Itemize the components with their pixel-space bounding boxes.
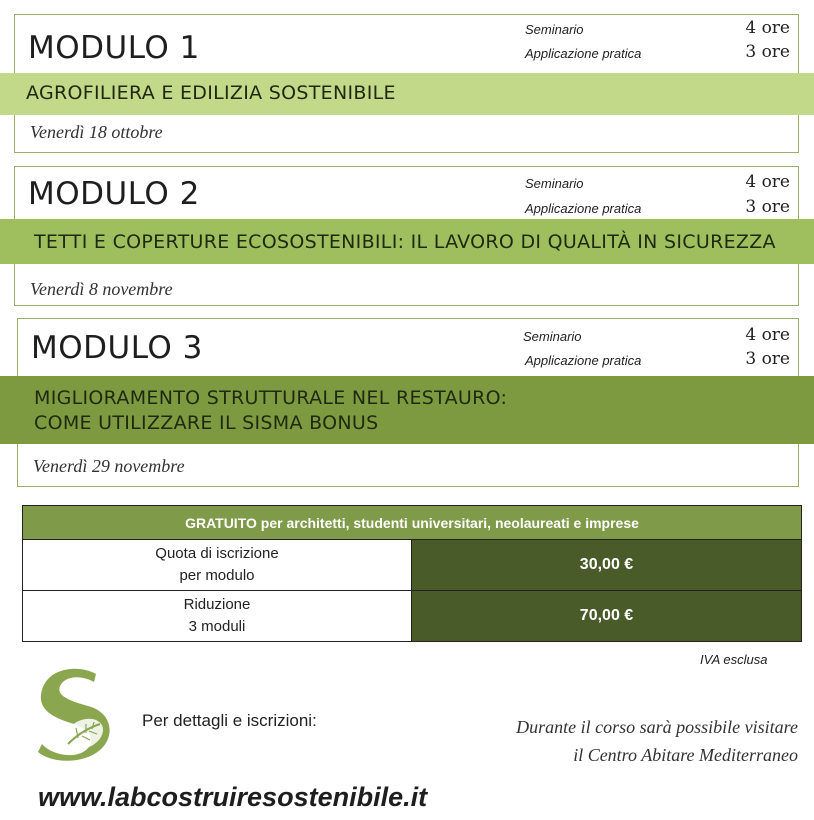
module-3-topic-line1: MIGLIORAMENTO STRUTTURALE NEL RESTAURO: — [34, 387, 508, 409]
pricing-table — [22, 505, 802, 642]
contacts-label: Per dettagli e iscrizioni: — [142, 711, 317, 730]
module-3-date: Venerdì 29 novembre — [33, 456, 185, 476]
pricing-row-label-line1: Quota di iscrizione — [155, 545, 279, 562]
module-2-title: MODULO 2 — [28, 176, 200, 212]
module-3-topic-band — [0, 376, 814, 444]
module-3-seminario-label: Seminario — [523, 329, 582, 344]
visit-note-line2: il Centro Abitare Mediterraneo — [573, 745, 798, 765]
module-2-date: Venerdì 8 novembre — [30, 279, 173, 299]
vat-note: IVA esclusa — [700, 652, 768, 667]
module-3-seminario-hours: 4 ore — [745, 325, 790, 345]
module-1-date: Venerdì 18 ottobre — [30, 122, 163, 142]
module-1-seminario-hours: 4 ore — [745, 18, 790, 38]
module-3-title: MODULO 3 — [31, 330, 203, 366]
visit-note — [516, 713, 798, 769]
module-2-seminario-label: Seminario — [525, 176, 584, 191]
module-1-topic: AGROFILIERA E EDILIZIA SOSTENIBILE — [26, 82, 396, 104]
pricing-row-label-line2: 3 moduli — [188, 618, 246, 635]
leaf-s-logo-icon — [34, 664, 120, 762]
visit-note-line1: Durante il corso sarà possibile visitare — [516, 717, 798, 737]
website-link[interactable]: www.labcostruiresostenibile.it — [38, 782, 428, 812]
module-2-topic: TETTI E COPERTURE ECOSOSTENIBILI: IL LAVORO DI QUALITÀ IN SICUREZZA — [34, 231, 776, 253]
pricing-row-label-line1: Riduzione — [183, 596, 251, 613]
module-3-pratica-hours: 3 ore — [745, 349, 790, 369]
module-1-pratica-label: Applicazione pratica — [525, 46, 642, 61]
pricing-header: GRATUITO per architetti, studenti universitari, neolaureati e imprese — [23, 506, 802, 540]
lab-logo — [34, 664, 120, 767]
pricing-row-label — [23, 591, 412, 642]
pricing-row-label-line2: per modulo — [179, 567, 255, 584]
module-1-topic-band — [0, 73, 814, 115]
module-2-seminario-hours: 4 ore — [745, 172, 790, 192]
module-1-title: MODULO 1 — [28, 30, 200, 66]
module-1-pratica-hours: 3 ore — [745, 42, 790, 62]
pricing-row — [23, 591, 802, 642]
pricing-row-amount: 70,00 € — [412, 591, 802, 642]
module-3-topic-line2: COME UTILIZZARE IL SISMA BONUS — [34, 412, 379, 434]
pricing-row-label — [23, 540, 412, 591]
pricing-row — [23, 540, 802, 591]
pricing-row-amount: 30,00 € — [412, 540, 802, 591]
module-2-pratica-hours: 3 ore — [745, 197, 790, 217]
module-3-pratica-label: Applicazione pratica — [525, 353, 642, 368]
module-1-seminario-label: Seminario — [525, 22, 584, 37]
module-2-pratica-label: Applicazione pratica — [525, 201, 642, 216]
module-2-topic-band — [0, 219, 814, 264]
